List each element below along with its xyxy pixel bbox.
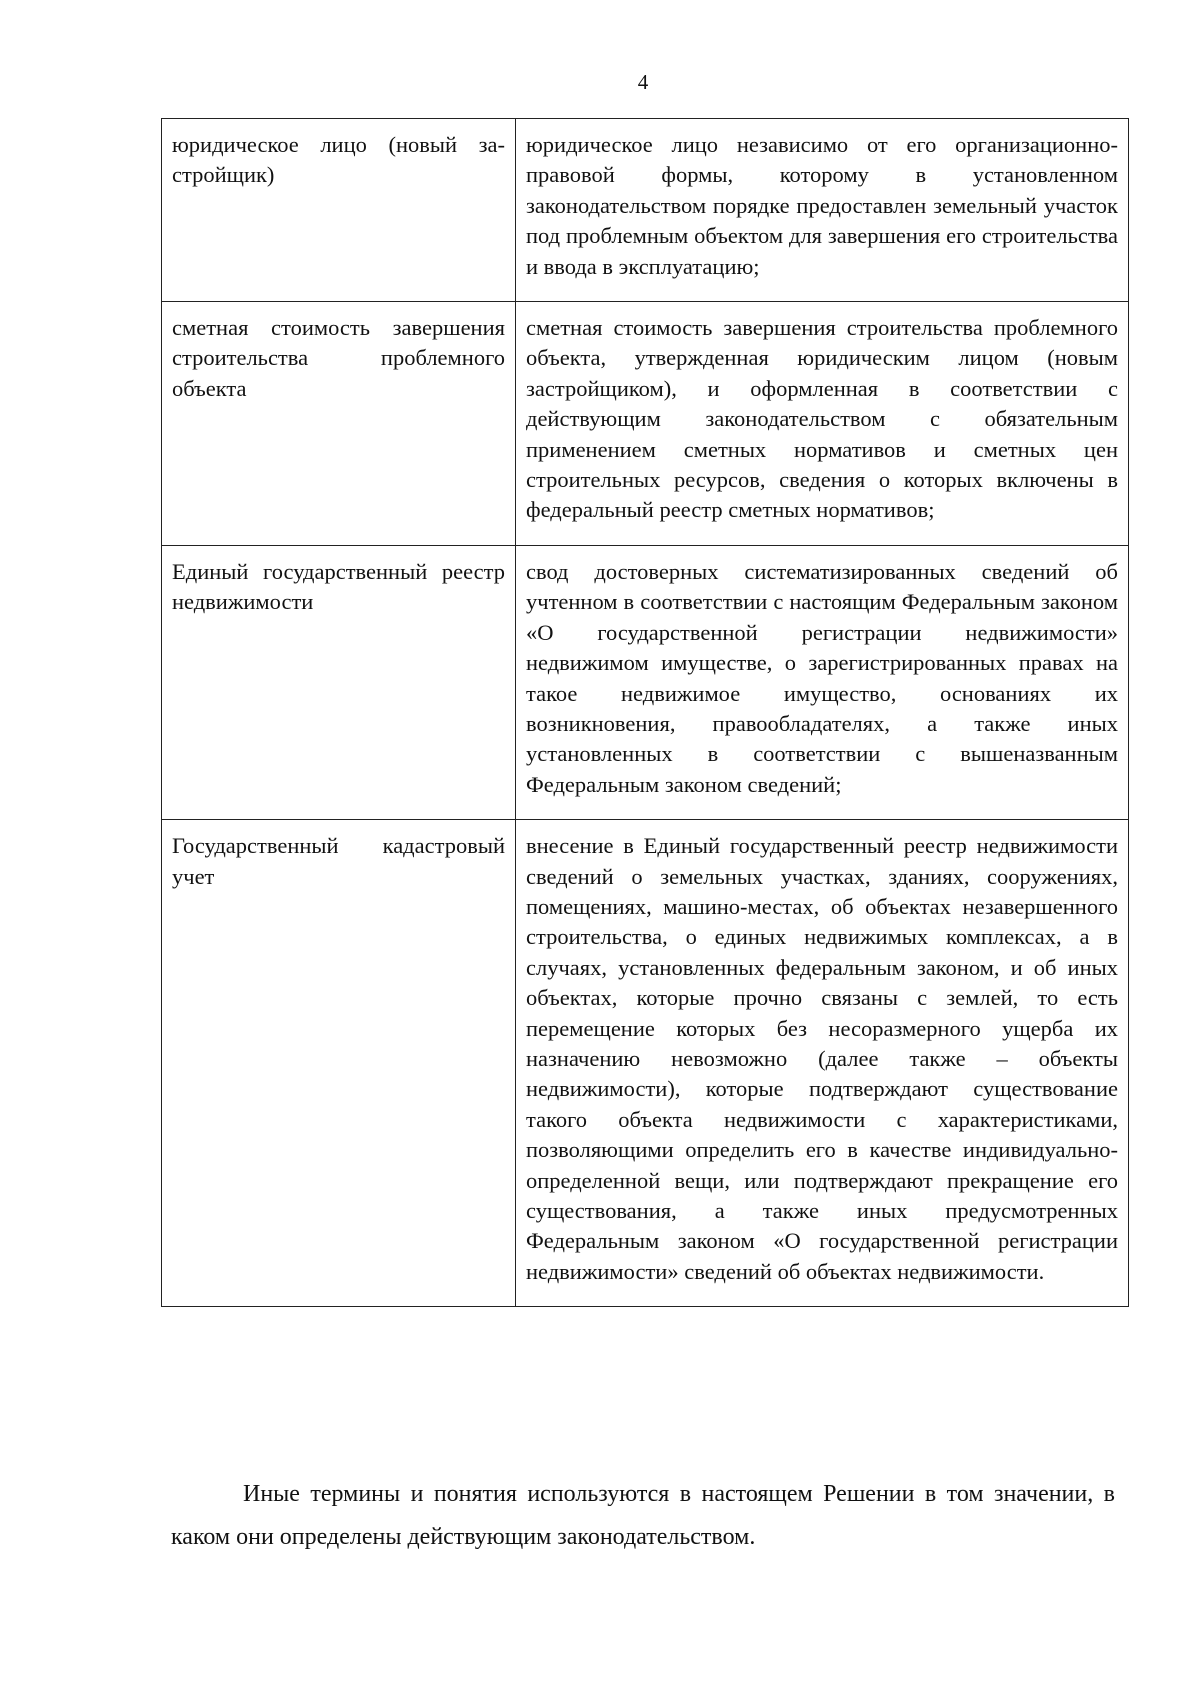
term-cell: Государственный кадастровый учет <box>162 820 516 1307</box>
table-row <box>162 119 1129 302</box>
term-cell: сметная стоимость завершения строительства проблемного объекта <box>162 302 516 546</box>
table-row <box>162 820 1129 1307</box>
definitions-table <box>161 118 1129 1307</box>
closing-paragraph: Иные термины и понятия используются в настоящем Решении в том значении, в каком они определены действующим законодательством. <box>171 1481 1115 1550</box>
definition-cell: сметная стоимость завершения строительства проблемного объекта, утвержденная юридическим лицом (новым застройщиком), и оформленная в соответствии с действующим законодательством с обязательным применением сметных нормативов и сметных цен строительных ресурсов, сведения о которых включены в федеральный реестр сметных нормативов; <box>516 302 1129 546</box>
definition-cell: юридическое лицо независимо от его организационно-правовой формы, которому в установленном законодательством порядке предоставлен земельный участок под проблемным объектом для завершения его строительства и ввода в эксплуатацию; <box>516 119 1129 302</box>
term-cell: юридическое лицо (новый застройщик) <box>162 119 516 302</box>
page-number: 4 <box>637 70 649 94</box>
definition-cell: внесение в Единый государственный реестр недвижимости сведений о земельных участках, зданиях, сооружениях, помещениях, машино-местах, об объектах незавершенного строительства, о единых недвижимых комплексах, а в случаях, установленных федеральным законом, и об иных объектах, которые прочно связаны с землей, то есть перемещение которых без несоразмерного ущерба их назначению невозможно (далее также – объекты недвижимости), которые подтверждают существование такого объекта недвижимости с характеристиками, позволяющими определить его в качестве индивидуально-определенной вещи, или подтверждают прекращение его существования, а также иных предусмотренных Федеральным законом «О государственной регистрации недвижимости» сведений об объектах недвижимости. <box>516 820 1129 1307</box>
definition-cell: свод достоверных систематизированных сведений об учтенном в соответствии с настоящим Федеральным законом «О государственной регистрации недвижимости» недвижимом имуществе, о зарегистрированных правах на такое недвижимое имущество, основаниях их возникновения, правообладателях, а также иных установленных в соответствии с вышеназванным Федеральным законом сведений; <box>516 545 1129 819</box>
table-row <box>162 545 1129 819</box>
table-row <box>162 302 1129 546</box>
term-cell: Единый государственный реестр недвижимости <box>162 545 516 819</box>
